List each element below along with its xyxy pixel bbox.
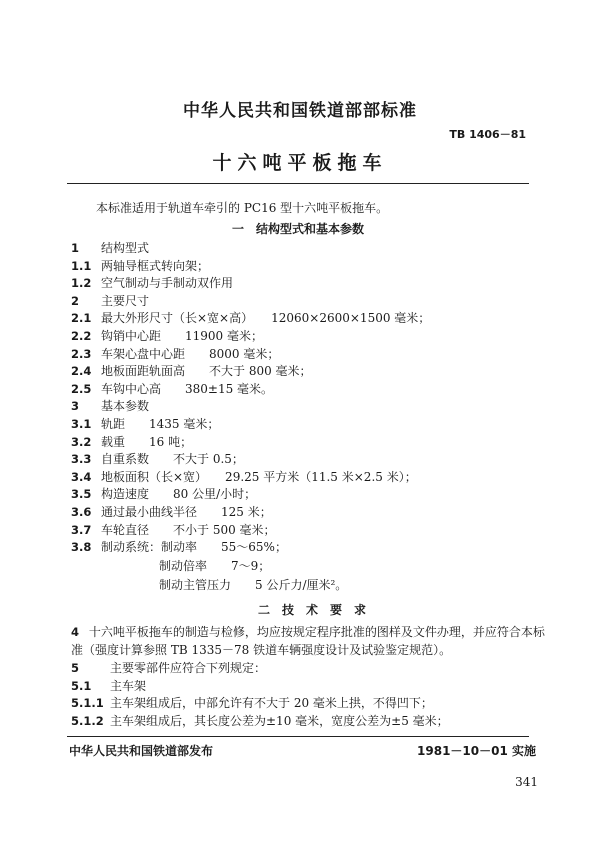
item-number: 2: [71, 293, 80, 308]
item-text: 主要尺寸: [101, 293, 150, 308]
item-number: 5.1: [71, 678, 92, 693]
item-number: 3.7: [71, 522, 92, 537]
item-text: 最大外形尺寸（长×宽×高） 12060×2600×1500 毫米；: [101, 311, 431, 326]
item-text: 地板面积（长×宽） 29.25 平方米（11.5 米×2.5 米）；: [101, 469, 417, 484]
para4-line1: [71, 623, 545, 640]
para4-text: 十六吨平板拖车的制造与检修，均应按规定程序批准的图样及文件办理，并应符合本标: [88, 625, 545, 639]
item-text: 车架心盘中心距 8000 毫米；: [101, 346, 280, 361]
item-text: 车钩中心高 380±15 毫米。: [101, 381, 274, 396]
item-number: 4: [71, 625, 80, 639]
item-number: 5.1.1: [71, 696, 104, 711]
item-number: 5: [71, 661, 80, 675]
section-heading-technical: 二 技 术 要 求: [258, 603, 367, 617]
item-text: 主车架组成后，其长度公差为±10 毫米，宽度公差为±5 毫米；: [110, 713, 449, 728]
item-text: 构造速度 80 公里/小时；: [101, 487, 257, 502]
item-text: 钩销中心距 11900 毫米；: [101, 329, 263, 343]
list-item: [71, 677, 146, 694]
item-text: 自重系数 不大于 0.5；: [101, 452, 244, 467]
item-number: 3.6: [71, 505, 92, 519]
list-item: [71, 274, 233, 291]
item-number: 2.1: [71, 311, 92, 326]
list-item: [71, 503, 272, 520]
list-item: [71, 292, 149, 309]
publisher: 中华人民共和国铁道部发布: [69, 744, 214, 758]
list-item: [71, 415, 219, 432]
brake-pressure-line: 制动主管压力 5 公斤力/厘米²。: [159, 578, 348, 592]
item-number: 1: [71, 241, 80, 255]
list-item: [71, 309, 430, 326]
item-number: 5.1.2: [71, 713, 104, 728]
item-number: 3.5: [71, 487, 92, 502]
page-number: 341: [515, 775, 538, 789]
item-number: 3.3: [71, 452, 92, 467]
list-item: [71, 450, 244, 467]
item-text: 空气制动与手制动双作用: [101, 276, 234, 291]
list-item: [71, 694, 433, 711]
item-text: 两轴导框式转向架；: [101, 258, 210, 273]
item-text: 通过最小曲线半径 125 米；: [101, 505, 272, 519]
brake-ratio-line: 制动倍率 7～9；: [159, 559, 271, 573]
standard-code: TB 1406－81: [449, 128, 526, 141]
header-divider: [67, 183, 529, 184]
list-item: [71, 380, 273, 397]
list-item: [71, 485, 256, 502]
para4-line2: 准（强度计算参照 TB 1335－78 铁道车辆强度设计及试验鉴定规范）。: [71, 643, 452, 657]
item-text: 地板面距轨面高 不大于 800 毫米；: [101, 364, 312, 379]
item-number: 2.5: [71, 381, 92, 396]
list-item: [71, 239, 149, 256]
item-text: 结构型式: [101, 241, 150, 255]
item-number: 1.1: [71, 258, 92, 273]
list-item: [71, 433, 192, 450]
issuing-organization: 中华人民共和国铁道部部标准: [183, 101, 417, 121]
item-number: 3.1: [71, 417, 92, 431]
footer-divider: [67, 736, 529, 737]
list-item: [71, 468, 417, 485]
item-text: 轨距 1435 毫米；: [101, 417, 220, 431]
item-text: 主车架: [110, 678, 147, 693]
item-number: 2.4: [71, 364, 92, 379]
list-item: [71, 345, 279, 362]
list-item: [71, 327, 263, 344]
item-number: 2.2: [71, 329, 92, 343]
item-number: 2.3: [71, 346, 92, 361]
item-number: 3.4: [71, 469, 92, 484]
list-item: [71, 397, 149, 414]
item-number: 3.8: [71, 540, 92, 555]
intro-paragraph: 本标准适用于轨道车牵引的 PC16 型十六吨平板拖车。: [96, 201, 389, 215]
item-text: 载重 16 吨；: [101, 434, 193, 449]
document-title: 十六吨平板拖车: [212, 152, 388, 174]
item-number: 3: [71, 399, 80, 414]
list-item: [71, 712, 449, 729]
effective-date: 1981－10－01 实施: [417, 744, 536, 758]
item-text: 主车架组成后，中部允许有不大于 20 毫米上拱，不得凹下；: [110, 696, 433, 711]
item-text: 基本参数: [101, 399, 150, 414]
item-text: 主要零部件应符合下列规定：: [110, 661, 267, 675]
list-item: [71, 257, 209, 274]
list-item: [71, 521, 276, 538]
list-item: [71, 659, 266, 676]
section-heading-structure: 一 结构型式和基本参数: [232, 222, 365, 236]
item-number: 3.2: [71, 434, 92, 449]
item-number: 1.2: [71, 276, 92, 291]
list-item: [71, 362, 312, 379]
item-text: 车轮直径 不小于 500 毫米；: [101, 522, 276, 537]
list-item: [71, 538, 287, 555]
item-text: 制动系统：制动率 55～65%；: [101, 540, 287, 555]
